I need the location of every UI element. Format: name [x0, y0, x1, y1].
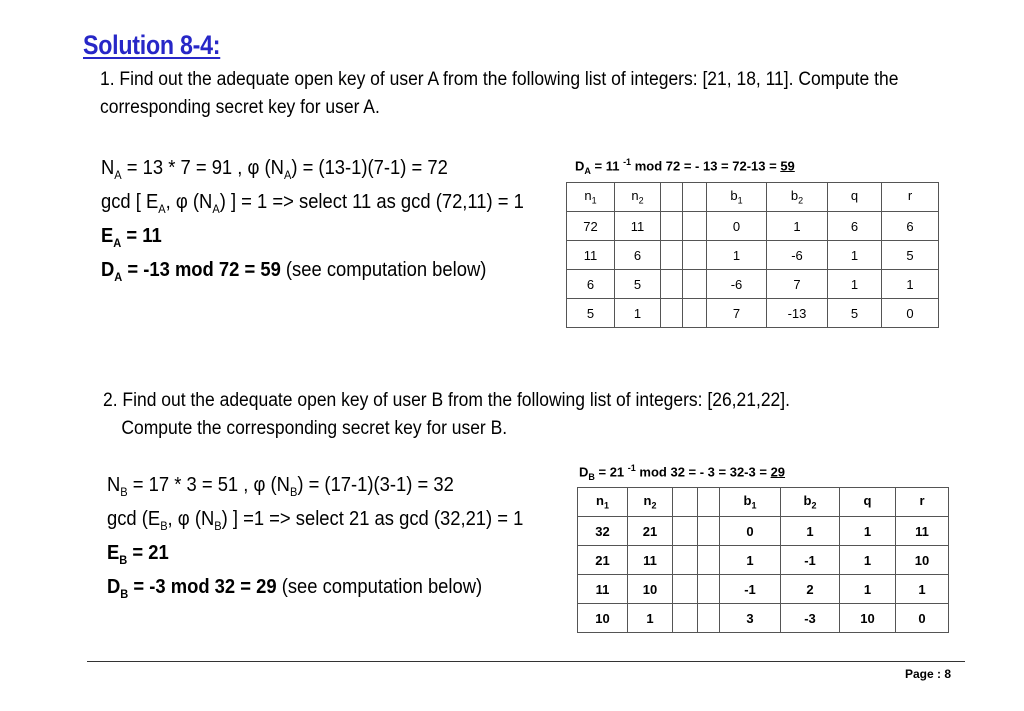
table-cell: 10	[896, 546, 949, 575]
header-cell: q	[828, 183, 882, 212]
table-row	[578, 546, 949, 575]
table-cell: 11	[896, 517, 949, 546]
table-row	[567, 299, 939, 328]
table-cell: 72	[567, 212, 615, 241]
table-cell	[683, 299, 707, 328]
table-cell	[698, 517, 720, 546]
table-cell: 5	[567, 299, 615, 328]
table-cell: 21	[578, 546, 628, 575]
table-cell	[661, 241, 683, 270]
header-cell: r	[882, 183, 939, 212]
table-cell: 21	[628, 517, 673, 546]
question-2	[103, 387, 913, 443]
header-cell: $n_1$	[567, 183, 615, 212]
table-cell: 1	[840, 546, 896, 575]
table-cell: 1	[828, 241, 882, 270]
table-cell: 2	[781, 575, 840, 604]
table-cell: 7	[707, 299, 767, 328]
header-cell	[673, 488, 698, 517]
table-cell: 10	[628, 575, 673, 604]
table-cell	[673, 604, 698, 633]
table-cell: 0	[896, 604, 949, 633]
table-cell: 1	[896, 575, 949, 604]
eb-line: $E_B = 21$	[107, 542, 169, 567]
table-cell	[661, 270, 683, 299]
table-cell: 6	[828, 212, 882, 241]
table-cell: 1	[767, 212, 828, 241]
table-row	[567, 241, 939, 270]
table-cell	[661, 212, 683, 241]
table-cell: 5	[615, 270, 661, 299]
table-cell: -6	[707, 270, 767, 299]
table-cell: 10	[578, 604, 628, 633]
table-cell	[661, 299, 683, 328]
table-cell: 7	[767, 270, 828, 299]
euclid-table-a	[566, 182, 939, 328]
table-cell: 11	[628, 546, 673, 575]
table-cell	[673, 546, 698, 575]
table-cell: 1	[707, 241, 767, 270]
header-cell	[683, 183, 707, 212]
table-a-caption: $D_A = 11$ $^{-1}$ mod 72 = - 13 = 72-13 = 59	[575, 157, 795, 176]
solution-b-block	[107, 472, 523, 608]
table-cell	[673, 575, 698, 604]
table-cell: 1	[720, 546, 781, 575]
header-cell: q	[840, 488, 896, 517]
table-cell	[683, 212, 707, 241]
table-cell: 6	[882, 212, 939, 241]
header-cell: $n_2$	[628, 488, 673, 517]
euclid-table-b	[577, 487, 949, 633]
table-row	[578, 517, 949, 546]
table-header-row	[567, 183, 939, 212]
table-cell	[698, 604, 720, 633]
header-cell: $n_2$	[615, 183, 661, 212]
table-row	[578, 575, 949, 604]
table-cell: -1	[781, 546, 840, 575]
table-header-row	[578, 488, 949, 517]
na-phi-line: $N_A = 13 * 7 = 91$ , φ $(N_A) = (13-1)(7-1) = 72$	[101, 157, 448, 182]
question-2-line-1: 2. Find out the adequate open key of user B from the following list of integers: [26,21,22].	[103, 390, 790, 411]
table-cell	[683, 241, 707, 270]
table-cell: 1	[615, 299, 661, 328]
header-cell: $b_2$	[767, 183, 828, 212]
table-cell: 11	[567, 241, 615, 270]
table-cell: 1	[828, 270, 882, 299]
header-cell	[661, 183, 683, 212]
table-cell: 32	[578, 517, 628, 546]
table-cell: 5	[882, 241, 939, 270]
table-cell: 1	[840, 575, 896, 604]
table-cell: 1	[781, 517, 840, 546]
header-cell	[698, 488, 720, 517]
table-cell: 1	[882, 270, 939, 299]
header-cell: $b_2$	[781, 488, 840, 517]
table-cell: 0	[720, 517, 781, 546]
question-1-line-2: corresponding secret key for user A.	[100, 97, 380, 118]
question-2-line-2: Compute the corresponding secret key for user B.	[121, 418, 508, 439]
table-cell: 1	[840, 517, 896, 546]
table-cell: 6	[615, 241, 661, 270]
table-cell: 0	[707, 212, 767, 241]
table-cell	[698, 546, 720, 575]
table-cell: 5	[828, 299, 882, 328]
table-cell	[698, 575, 720, 604]
table-cell: 11	[578, 575, 628, 604]
table-row	[567, 270, 939, 299]
table-cell: -3	[781, 604, 840, 633]
table-cell: 3	[720, 604, 781, 633]
da-line: $D_A = -13$ mod 72 = 59 (see computation below)	[101, 259, 487, 284]
table-cell: 6	[567, 270, 615, 299]
solution-a-block	[101, 155, 524, 291]
table-cell: 10	[840, 604, 896, 633]
table-cell: -1	[720, 575, 781, 604]
nb-phi-line: $N_B = 17 * 3 = 51$ , φ $(N_B) = (17-1)(3-1) = 32$	[107, 474, 454, 499]
table-cell: 1	[628, 604, 673, 633]
table-cell	[673, 517, 698, 546]
db-line: $D_B = -3$ mod 32 = 29 (see computation below)	[107, 576, 483, 601]
header-cell: $b_1$	[707, 183, 767, 212]
footer-divider	[87, 661, 965, 662]
header-cell: r	[896, 488, 949, 517]
table-cell: -13	[767, 299, 828, 328]
header-cell: $b_1$	[720, 488, 781, 517]
slide-title: Solution 8-4:	[83, 30, 221, 60]
table-b-caption: $D_B = 21$ $^{-1}$ mod 32 = - 3 = 32-3 = 29	[579, 463, 786, 482]
table-row	[578, 604, 949, 633]
table-cell: 0	[882, 299, 939, 328]
table-cell: -6	[767, 241, 828, 270]
table-cell: 11	[615, 212, 661, 241]
header-cell: $n_1$	[578, 488, 628, 517]
question-1-line-1: 1. Find out the adequate open key of user A from the following list of integers: [21, 18, 11]. Compute the	[100, 69, 899, 90]
ea-line: $E_A = 11$	[101, 225, 162, 250]
page-number: Page : 8	[905, 667, 952, 681]
gcd-b-line: $\gcd (E_B$, φ $(N_B)$ ] =1 => select 21 as gcd (32,21) = 1	[107, 508, 524, 533]
table-row	[567, 212, 939, 241]
table-cell	[683, 270, 707, 299]
gcd-a-line: gcd [ $E_A$, φ $(N_A)$ ] = 1 => select 11 as gcd (72,11) = 1	[101, 191, 524, 216]
question-1	[100, 66, 910, 122]
